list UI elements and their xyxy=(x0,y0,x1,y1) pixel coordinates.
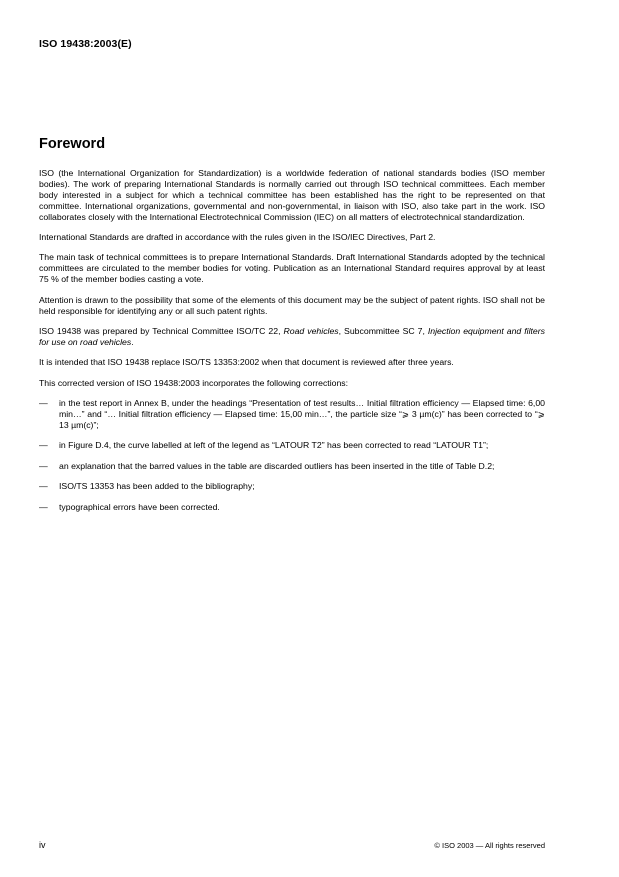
list-item xyxy=(39,502,545,513)
section-title: Foreword xyxy=(39,136,106,152)
committee-name: Road vehicles xyxy=(283,325,339,336)
prepared-by-text-2: , Subcommittee SC 7, xyxy=(338,325,428,336)
dash-bullet: — xyxy=(39,398,48,409)
paragraph-committees: The main task of technical committees is to prepare International Standards. Draft International Standards adopted by the technical committees are circulated to the member bodies for voting. Publication as an International Standard requires approval by at least 75 % of the member bodies casting a vote. xyxy=(39,252,545,285)
correction-text: in the test report in Annex B, under the headings “Presentation of test results… Initial filtration efficiency — Elapsed time: 6,00 min…” and “… Initial filtration efficiency — Elapsed time: 15,00 min…”, the particle size “⩾ 3 µm(c)” has been corrected to “⩾ 13 µm(c)”; xyxy=(59,398,545,430)
list-item xyxy=(39,461,545,472)
list-item xyxy=(39,440,545,451)
dash-bullet: — xyxy=(39,481,48,492)
paragraph-directives: International Standards are drafted in accordance with the rules given in the ISO/IEC Directives, Part 2. xyxy=(39,232,436,243)
copyright-notice: © ISO 2003 — All rights reserved xyxy=(434,841,545,850)
prepared-by-text-3: . xyxy=(131,336,134,347)
dash-bullet: — xyxy=(39,501,48,512)
correction-text: an explanation that the barred values in the table are discarded outliers has been inserted in the title of Table D.2; xyxy=(59,460,495,471)
page-number: iv xyxy=(39,840,46,850)
correction-text: in Figure D.4, the curve labelled at left of the legend as “LATOUR T2” has been corrected to read “LATOUR T1”; xyxy=(59,440,489,451)
correction-text: typographical errors have been corrected. xyxy=(59,501,220,512)
correction-text: ISO/TS 13353 has been added to the bibliography; xyxy=(59,481,255,492)
paragraph-prepared-by xyxy=(39,326,545,348)
prepared-by-text-1: ISO 19438 was prepared by Technical Committee ISO/TC 22, xyxy=(39,325,284,336)
dash-bullet: — xyxy=(39,440,48,451)
subcommittee-name: Injection equipment and filters for use on road vehicles xyxy=(39,325,545,347)
document-id-header: ISO 19438:2003(E) xyxy=(39,38,132,50)
list-item xyxy=(39,481,545,492)
paragraph-corrections-intro: This corrected version of ISO 19438:2003 incorporates the following corrections: xyxy=(39,377,349,388)
paragraph-iso-intro: ISO (the International Organization for Standardization) is a worldwide federation of national standards bodies (ISO member bodies). The work of preparing International Standards is normally carried out through ISO technical committees. Each member body interested in a subject for which a technical committee has been established has the right to be represented on that committee. International organizations, governmental and non-governmental, in liaison with ISO, also take part in the work. ISO collaborates closely with the International Electrotechnical Commission (IEC) on all matters of electrotechnical standardization. xyxy=(39,168,545,222)
foreword-body xyxy=(39,168,545,522)
paragraph-patent: Attention is drawn to the possibility that some of the elements of this document may be the subject of patent rights. ISO shall not be held responsible for identifying any or all such patent rights. xyxy=(39,294,545,316)
dash-bullet: — xyxy=(39,460,48,471)
corrections-list xyxy=(39,398,545,512)
paragraph-replacement: It is intended that ISO 19438 replace ISO/TS 13353:2002 when that document is reviewed after three years. xyxy=(39,357,454,368)
list-item xyxy=(39,398,545,431)
